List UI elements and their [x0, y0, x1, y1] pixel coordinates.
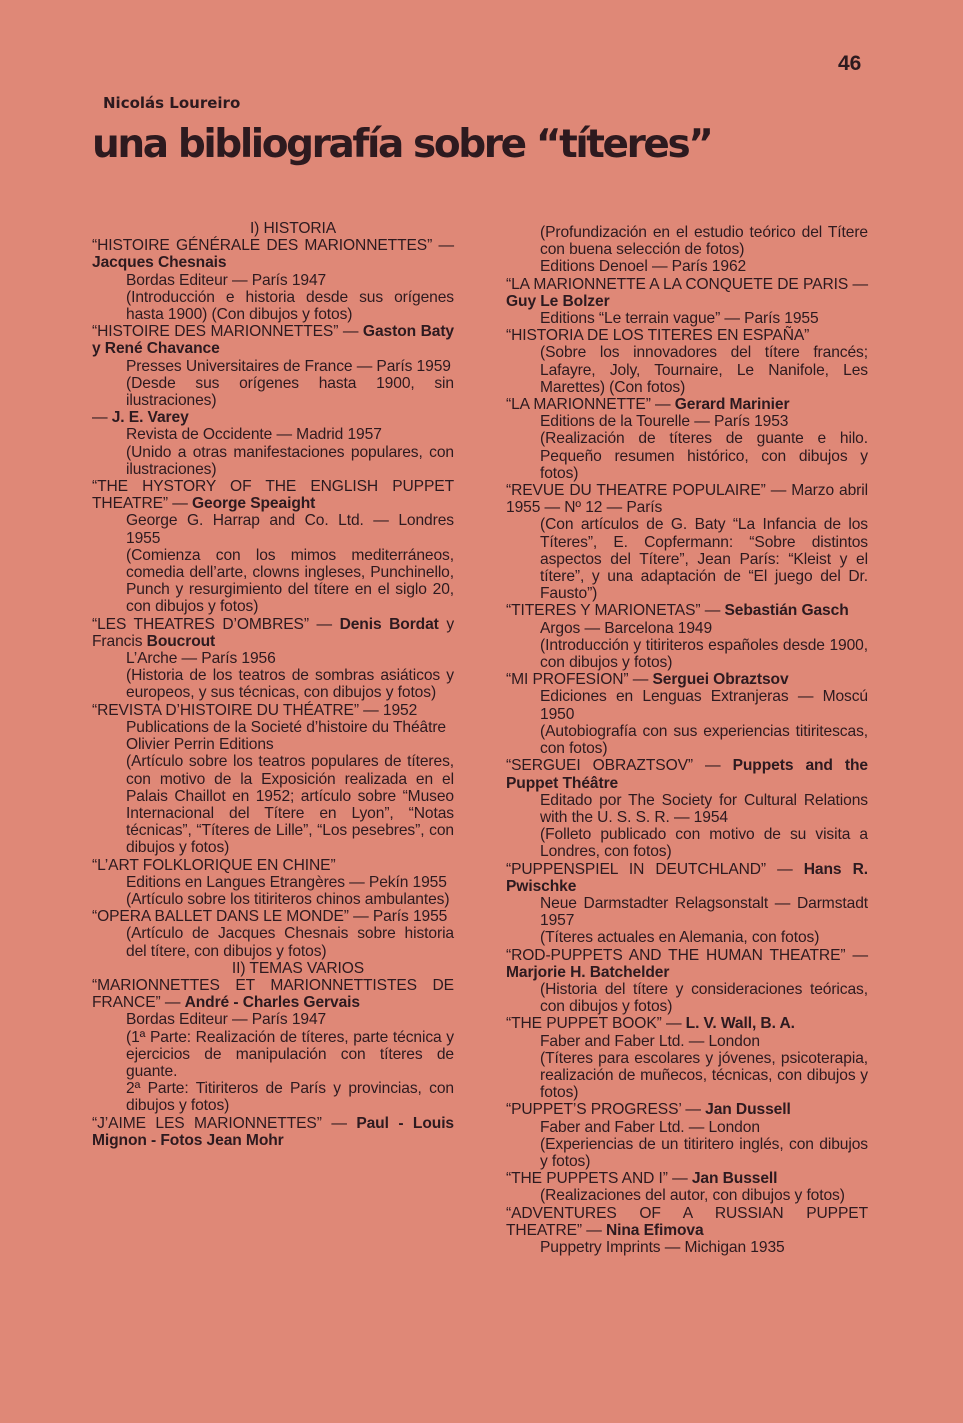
work-author: Guy Le Bolzer [506, 292, 610, 310]
bibliography-left-column [92, 220, 454, 1149]
entry-description: 2ª Parte: Titiriteros de París y provincias, con dibujos y fotos) [126, 1080, 454, 1115]
bibliography-right-column [506, 224, 868, 1256]
publisher-info: Puppetry Imprints — Michigan 1935 [540, 1238, 785, 1256]
work-author: Gerard Marinier [674, 396, 790, 414]
entry-title-line [506, 671, 868, 688]
work-title: “ROD-PUPPETS AND THE HUMAN THEATRE” — [506, 946, 868, 964]
bibliography-entry [506, 482, 868, 602]
work-title: “OPERA BALLET DANS LE MONDE” — París 1955 [92, 908, 448, 926]
publisher-info: Argos — Barcelona 1949 [540, 619, 713, 637]
work-title: “ADVENTURES OF A RUSSIAN PUPPET THEATRE” — [506, 1204, 868, 1239]
entry-description: (Títeres para escolares y jóvenes, psicoterapia, realización de muñecos, técnicas, con dibujos y fotos) [540, 1049, 868, 1102]
work-author: Hans R. Pwischke [506, 860, 869, 895]
publisher-info: Editado por The Society for Cultural Relations with the U. S. S. R. — 1954 [540, 791, 868, 826]
bibliography-entry [506, 947, 868, 1016]
entry-title-line [506, 947, 868, 981]
publisher-info: Revista de Occidente — Madrid 1957 [126, 426, 382, 444]
entry-title-line [92, 977, 454, 1011]
work-title: “THE HYSTORY OF THE ENGLISH PUPPET THEATRE” — [92, 478, 454, 513]
work-author: Gaston Baty y René Chavance [92, 323, 454, 358]
entry-description: (Experiencias de un titiritero inglés, con dibujos y fotos) [540, 1135, 868, 1170]
work-title: “REVISTA D’HISTOIRE DU THÉATRE” — 1952 [92, 701, 418, 719]
entry-title-line [506, 396, 868, 413]
bibliography-entry [92, 977, 454, 1115]
bibliography-entry [92, 857, 454, 909]
publisher-info: Bordas Editeur — París 1947 [126, 271, 327, 289]
page-number: 46 [838, 52, 862, 75]
section-heading: II) TEMAS VARIOS [231, 959, 365, 977]
entry-title-line [506, 757, 868, 791]
publisher-info: Ediciones en Lenguas Extranjeras — Moscú 1950 [540, 688, 868, 723]
bibliography-entry [506, 1170, 868, 1204]
bibliography-entry [92, 702, 454, 857]
publisher-info: Faber and Faber Ltd. — London [540, 1118, 760, 1136]
entry-description: (Artículo de Jacques Chesnais sobre historia del títere, con dibujos y fotos) [126, 925, 454, 960]
work-author: Jan Bussell [691, 1170, 778, 1188]
publisher-info: Editions “Le terrain vague” — París 1955 [540, 310, 819, 328]
entry-description: (Artículo sobre los teatros populares de títeres, con motivo de la Exposición realizada en el Palais Chaillot en 1952; artículo sobre “Museo Internacional del Títere en Lyon”, “Notas técnicas”, “Títeres de Lille”, “Los pesebres”, con dibujos y fotos) [126, 753, 454, 857]
bibliography-entry [506, 671, 868, 757]
entry-description: (Introducción y titiriteros españoles desde 1900, con dibujos y fotos) [540, 636, 868, 672]
publisher-info: George G. Harrap and Co. Ltd. — Londres 1955 [126, 512, 454, 547]
entry-description: (Historia de los teatros de sombras asiáticos y europeos, y sus técnicas, con dibujos y fotos) [126, 667, 454, 702]
work-title: “PUPPET’S PROGRESS’ — [506, 1101, 701, 1119]
entry-description: (Con artículos de G. Baty “La Infancia de los Títeres”, E. Copfermann: “Sobre distintos aspectos del Títere”, Jean París: “Kleist y el títere”, y una adaptación de “El juego del Dr. Fausto”) [540, 516, 868, 603]
work-title: “HISTORIA DE LOS TITERES EN ESPAÑA” [506, 327, 810, 345]
bibliography-entry [506, 861, 868, 947]
work-author: Sebastián Gasch [724, 602, 849, 620]
entry-title-line [92, 857, 454, 874]
entry-title-line [92, 1115, 454, 1149]
entry-description: (Realizaciones del autor, con dibujos y fotos) [540, 1187, 845, 1205]
bibliography-entry [506, 602, 868, 671]
entry-description: (1ª Parte: Realización de títeres, parte técnica y ejercicios de manipulación con títeres de guante. [126, 1028, 454, 1080]
bibliography-entry [506, 757, 868, 860]
work-author: André - Charles Gervais [184, 994, 360, 1012]
bibliography-entry [92, 908, 454, 960]
bibliography-entry [92, 323, 454, 409]
entry-title-line [506, 1205, 868, 1239]
entry-title-line [506, 1101, 868, 1118]
publisher-info: Editions en Langues Etrangères — Pekín 1955 [126, 873, 447, 891]
publisher-info: Editions de la Tourelle — París 1953 [540, 413, 789, 431]
publisher-info: L’Arche — París 1956 [126, 650, 276, 668]
entry-title-line [92, 908, 454, 925]
bibliography-entry [506, 276, 868, 328]
work-author: J. E. Varey [111, 409, 189, 427]
work-title: “LES THEATRES D’OMBRES” — [92, 615, 332, 633]
work-title: “MARIONNETTES ET MARIONNETTISTES DE FRANCE” — [92, 976, 454, 1012]
entry-description: (Comienza con los mimos mediterráneos, comedia dell’arte, clowns ingleses, Punchinello, Punch y resurgimiento del títere en el siglo 20, con dibujos y fotos) [126, 546, 454, 616]
work-coauthor: Boucrout [146, 632, 216, 650]
entry-description: (Títeres actuales en Alemania, con fotos) [540, 929, 820, 947]
entry-title-line [506, 1170, 868, 1187]
entry-description: (Realización de títeres de guante e hilo. Pequeño resumen histórico, con dibujos y fotos) [540, 430, 868, 482]
entry-description: (Autobiografía con sus experiencias titiritescas, con fotos) [540, 722, 868, 758]
entry-title-line [92, 323, 454, 357]
bibliography-entry [506, 224, 868, 276]
work-title: “REVUE DU THEATRE POPULAIRE” — Marzo abril 1955 — Nº 12 — París [506, 482, 868, 517]
entry-description: (Introducción e historia desde sus orígenes hasta 1900) (Con dibujos y fotos) [126, 288, 454, 324]
work-title: “LA MARIONNETTE A LA CONQUETE DE PARIS — [506, 275, 868, 293]
entry-description: (Artículo sobre los titiriteros chinos ambulantes) [126, 890, 450, 908]
section-heading: I) HISTORIA [249, 220, 337, 237]
work-title: “THE PUPPET BOOK” — [506, 1015, 682, 1033]
work-title: “L’ART FOLKLORIQUE EN CHINE” [92, 856, 336, 874]
work-author: George Speaight [191, 495, 316, 513]
work-author-connector: y Francis [92, 615, 455, 650]
publisher-info: Editions Denoel — París 1962 [540, 258, 747, 276]
publisher-info: Neue Darmstadter Relagsonstalt — Darmstadt 1957 [540, 894, 868, 930]
entry-title-line [506, 602, 868, 619]
work-title: “TITERES Y MARIONETAS” — [506, 602, 721, 620]
entry-title-line [92, 409, 454, 426]
bibliography-entry [92, 1115, 454, 1149]
bibliography-entry [506, 327, 868, 396]
bibliography-entry [92, 237, 454, 323]
entry-title-line [506, 1015, 868, 1032]
entry-description: (Folleto publicado con motivo de su visita a Londres, con fotos) [540, 826, 868, 861]
publisher-info: Publications de la Societé d’histoire du Théâtre [126, 718, 446, 736]
publisher-info: Faber and Faber Ltd. — London [540, 1032, 760, 1050]
work-title: “HISTOIRE DES MARIONNETTES” — [92, 323, 359, 341]
entry-title-line [506, 861, 868, 895]
work-author: Puppets and the Puppet Théâtre [506, 757, 868, 792]
work-title: — [92, 409, 108, 427]
bibliography-entry [506, 1015, 868, 1101]
entry-title-line [92, 616, 454, 650]
author-name: Nicolás Loureiro [103, 94, 241, 112]
work-title: “J’AIME LES MARIONNETTES” — [92, 1114, 347, 1132]
work-author: Serguei Obraztsov [652, 671, 789, 689]
entry-description: (Unido a otras manifestaciones populares, con ilustraciones) [126, 443, 454, 478]
bibliography-entry [506, 1101, 868, 1170]
publisher-info: (Sobre los innovadores del títere francés; Lafayre, Joly, Tournaire, Le Nanifole, Les Marettes) (Con fotos) [540, 344, 868, 396]
entry-title-line [92, 237, 454, 271]
publisher-info: Presses Universitaires de France — París 1959 [126, 357, 451, 375]
bibliography-entry [506, 1205, 868, 1257]
page-title: una bibliografía sobre “títeres” [92, 122, 712, 167]
entry-title-line [506, 482, 868, 516]
work-title: “LA MARIONNETTE” — [506, 396, 671, 414]
publisher-info: Bordas Editeur — París 1947 [126, 1011, 327, 1029]
work-title: “PUPPENSPIEL IN DEUTCHLAND” — [506, 860, 793, 878]
work-author: Denis Bordat [339, 615, 439, 633]
work-title: “HISTOIRE GÉNÉRALE DES MARIONNETTES” — [92, 237, 454, 255]
work-author: L. V. Wall, B. A. [685, 1015, 795, 1033]
bibliography-entry [92, 478, 454, 616]
work-author: Nina Efimova [605, 1221, 704, 1239]
work-author: Jacques Chesnais [92, 254, 227, 272]
bibliography-entry [506, 396, 868, 482]
work-author: Jan Dussell [705, 1101, 791, 1119]
entry-description: (Desde sus orígenes hasta 1900, sin ilustraciones) [126, 374, 454, 410]
work-title: “SERGUEI OBRAZTSOV” — [506, 757, 721, 775]
work-title: “MI PROFESION” — [506, 671, 649, 689]
bibliography-entry [92, 616, 454, 702]
publisher-info: Olivier Perrin Editions [126, 736, 274, 754]
entry-title-line [92, 702, 454, 719]
work-author: Paul - Louis Mignon - Fotos Jean Mohr [92, 1114, 455, 1149]
work-title: “THE PUPPETS AND I” — [506, 1170, 688, 1188]
entry-title-line [92, 478, 454, 512]
bibliography-entry [92, 409, 454, 478]
entry-description: (Historia del títere y consideraciones teóricas, con dibujos y fotos) [540, 980, 868, 1016]
entry-title-line [506, 276, 868, 310]
entry-title-line [506, 327, 868, 344]
publisher-info: (Profundización en el estudio teórico del Títere con buena selección de fotos) [540, 224, 868, 259]
work-author: Marjorie H. Batchelder [506, 963, 670, 981]
